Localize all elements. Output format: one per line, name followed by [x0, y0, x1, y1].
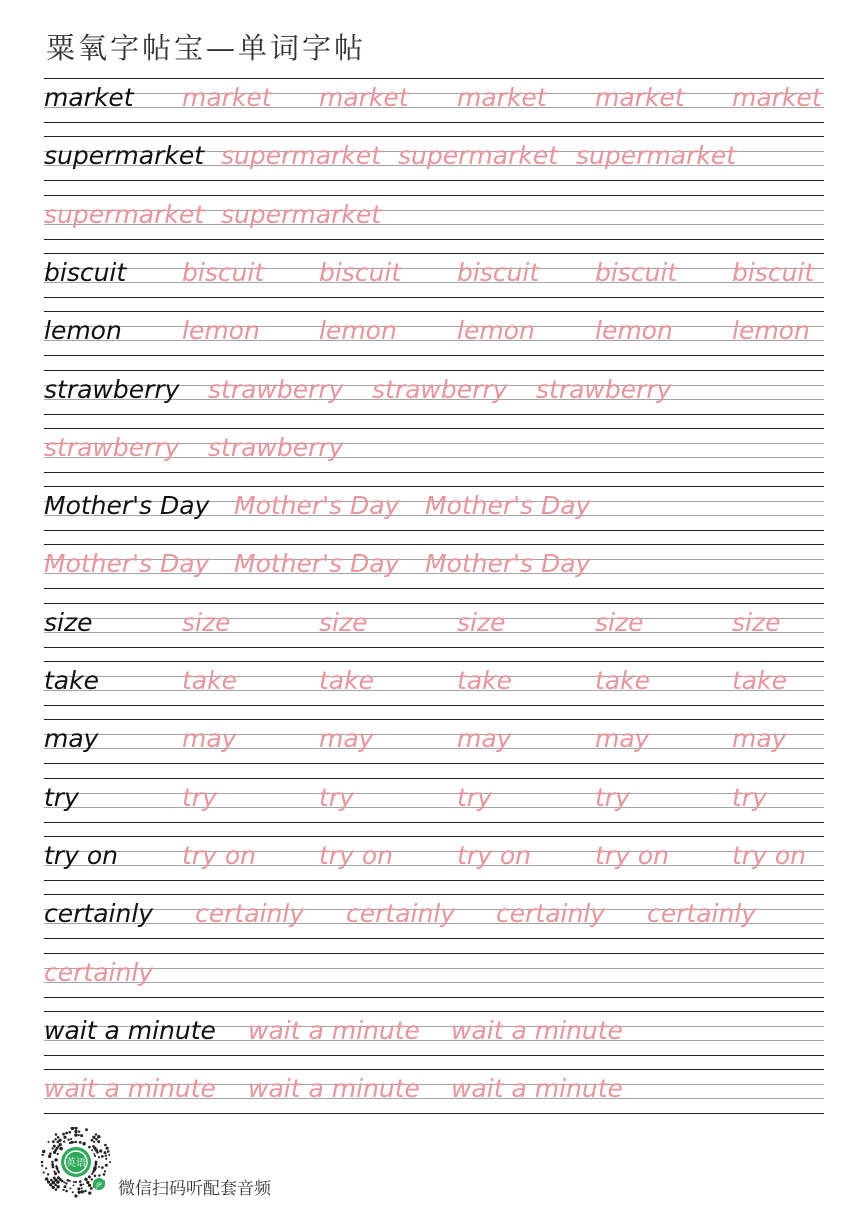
writing-row — [0, 953, 868, 998]
qr-badge-text: 英语 — [66, 1158, 86, 1169]
guide-line — [44, 647, 824, 648]
trace-word: wait a minute — [451, 1016, 623, 1045]
guide-line — [44, 297, 824, 298]
trace-word: strawberry — [44, 433, 180, 462]
trace-word: strawberry — [208, 375, 344, 404]
guide-line — [44, 603, 824, 604]
guide-line — [44, 690, 824, 691]
guide-line — [44, 282, 824, 283]
writing-row — [0, 836, 868, 881]
trace-word: try — [182, 783, 217, 812]
trace-word: take — [457, 666, 512, 695]
guide-line — [44, 1113, 824, 1114]
guide-line — [44, 78, 824, 79]
writing-row — [0, 719, 868, 764]
trace-word: try on — [182, 841, 256, 870]
guide-line — [44, 880, 824, 881]
trace-word: market — [457, 83, 547, 112]
writing-row — [0, 1011, 868, 1056]
trace-word: try — [595, 783, 630, 812]
model-word: strawberry — [44, 375, 180, 404]
trace-word: supermarket — [398, 141, 559, 170]
trace-word: lemon — [319, 316, 397, 345]
guide-line — [44, 968, 824, 969]
writing-row — [0, 428, 868, 473]
model-word: try — [44, 783, 79, 812]
trace-word: wait a minute — [44, 1074, 216, 1103]
guide-line — [44, 851, 824, 852]
trace-word: may — [732, 724, 787, 753]
trace-word: take — [319, 666, 374, 695]
guide-line — [44, 748, 824, 749]
trace-word: wait a minute — [248, 1016, 420, 1045]
guide-line — [44, 836, 824, 837]
model-word: supermarket — [44, 141, 205, 170]
trace-word: certainly — [346, 899, 456, 928]
model-word: biscuit — [44, 258, 127, 287]
model-word: certainly — [44, 899, 154, 928]
trace-word: market — [182, 83, 272, 112]
guide-line — [44, 938, 824, 939]
trace-word: try on — [457, 841, 531, 870]
guide-line — [44, 195, 824, 196]
qr-code-icon — [40, 1127, 112, 1199]
trace-word: supermarket — [44, 200, 205, 229]
writing-row — [0, 661, 868, 706]
page-title: 粟氧字帖宝—单词字帖 — [46, 31, 367, 65]
writing-row — [0, 544, 868, 589]
guide-line — [44, 486, 824, 487]
trace-word: certainly — [647, 899, 757, 928]
guide-line — [44, 253, 824, 254]
guide-line — [44, 1011, 824, 1012]
writing-row — [0, 894, 868, 939]
guide-line — [44, 953, 824, 954]
guide-line — [44, 997, 824, 998]
writing-row — [0, 1069, 868, 1114]
trace-word: Mother's Day — [425, 491, 591, 520]
trace-word: Mother's Day — [234, 549, 400, 578]
trace-word: supermarket — [221, 141, 382, 170]
trace-word: certainly — [44, 958, 154, 987]
trace-word: market — [319, 83, 409, 112]
trace-word: may — [319, 724, 374, 753]
guide-line — [44, 370, 824, 371]
guide-line — [44, 1069, 824, 1070]
writing-row — [0, 253, 868, 298]
model-word: wait a minute — [44, 1016, 216, 1045]
guide-line — [44, 719, 824, 720]
trace-word: try — [319, 783, 354, 812]
guide-line — [44, 982, 824, 983]
guide-line — [44, 1055, 824, 1056]
guide-line — [44, 632, 824, 633]
guide-line — [44, 93, 824, 94]
trace-word: lemon — [595, 316, 673, 345]
trace-word: try on — [595, 841, 669, 870]
trace-word: take — [732, 666, 787, 695]
trace-word: try — [732, 783, 767, 812]
guide-line — [44, 705, 824, 706]
qr-corner-badge: JP — [96, 1182, 102, 1189]
guide-line — [44, 778, 824, 779]
trace-word: certainly — [496, 899, 606, 928]
guide-line — [44, 428, 824, 429]
guide-line — [44, 822, 824, 823]
trace-word: may — [595, 724, 650, 753]
trace-word: strawberry — [372, 375, 508, 404]
guide-line — [44, 894, 824, 895]
writing-row — [0, 311, 868, 356]
trace-word: lemon — [732, 316, 810, 345]
trace-word: take — [182, 666, 237, 695]
guide-line — [44, 355, 824, 356]
guide-line — [44, 661, 824, 662]
trace-word: biscuit — [595, 258, 678, 287]
trace-word: biscuit — [732, 258, 815, 287]
trace-word: biscuit — [182, 258, 265, 287]
model-word: take — [44, 666, 99, 695]
guide-line — [44, 107, 824, 108]
guide-line — [44, 793, 824, 794]
trace-word: size — [457, 608, 506, 637]
model-word: try on — [44, 841, 118, 870]
trace-word: certainly — [195, 899, 305, 928]
footer — [40, 1127, 440, 1197]
trace-word: size — [732, 608, 781, 637]
trace-word: supermarket — [576, 141, 737, 170]
guide-line — [44, 618, 824, 619]
guide-line — [44, 311, 824, 312]
guide-line — [44, 122, 824, 123]
guide-line — [44, 588, 824, 589]
model-word: market — [44, 83, 134, 112]
trace-word: may — [457, 724, 512, 753]
trace-word: try on — [319, 841, 393, 870]
writing-row — [0, 136, 868, 181]
trace-word: market — [595, 83, 685, 112]
guide-line — [44, 472, 824, 473]
writing-row — [0, 486, 868, 531]
trace-word: biscuit — [319, 258, 402, 287]
trace-word: strawberry — [536, 375, 672, 404]
trace-word: take — [595, 666, 650, 695]
guide-line — [44, 763, 824, 764]
trace-word: market — [732, 83, 822, 112]
trace-word: try on — [732, 841, 806, 870]
guide-line — [44, 544, 824, 545]
scan-caption: 微信扫码听配套音频 — [118, 1179, 271, 1199]
guide-line — [44, 268, 824, 269]
trace-word: size — [595, 608, 644, 637]
trace-word: Mother's Day — [234, 491, 400, 520]
guide-line — [44, 676, 824, 677]
trace-word: Mother's Day — [425, 549, 591, 578]
guide-line — [44, 414, 824, 415]
trace-word: try — [457, 783, 492, 812]
trace-word: lemon — [457, 316, 535, 345]
guide-line — [44, 326, 824, 327]
trace-word: size — [319, 608, 368, 637]
guide-line — [44, 865, 824, 866]
writing-row — [0, 778, 868, 823]
trace-word: supermarket — [221, 200, 382, 229]
trace-word: lemon — [182, 316, 260, 345]
trace-word: strawberry — [208, 433, 344, 462]
model-word: lemon — [44, 316, 122, 345]
writing-row — [0, 603, 868, 648]
model-word: size — [44, 608, 93, 637]
model-word: Mother's Day — [44, 491, 210, 520]
guide-line — [44, 734, 824, 735]
guide-line — [44, 807, 824, 808]
guide-line — [44, 239, 824, 240]
trace-word: wait a minute — [451, 1074, 623, 1103]
trace-word: size — [182, 608, 231, 637]
trace-word: biscuit — [457, 258, 540, 287]
guide-line — [44, 530, 824, 531]
trace-word: may — [182, 724, 237, 753]
guide-line — [44, 340, 824, 341]
writing-row — [0, 78, 868, 123]
guide-line — [44, 136, 824, 137]
writing-row — [0, 195, 868, 240]
model-word: may — [44, 724, 99, 753]
trace-word: wait a minute — [248, 1074, 420, 1103]
trace-word: Mother's Day — [44, 549, 210, 578]
writing-row — [0, 370, 868, 415]
guide-line — [44, 180, 824, 181]
